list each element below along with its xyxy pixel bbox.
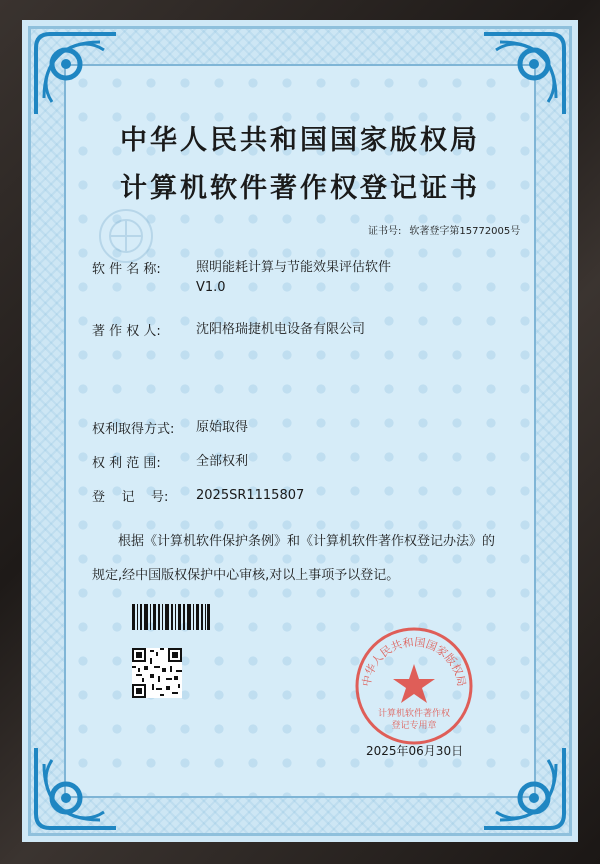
- field-rights-scope: [92, 452, 248, 472]
- field-label: 权 利 范 围:: [92, 456, 161, 471]
- corner-ornament-icon: [478, 28, 570, 120]
- corner-ornament-icon: [30, 742, 122, 834]
- field-label: 权利取得方式:: [92, 422, 175, 437]
- issuer-title: 中华人民共和国国家版权局: [120, 125, 480, 156]
- field-copyright-owner: [92, 320, 365, 340]
- issue-date: 2025年06月30日: [366, 744, 464, 758]
- field-value: 沈阳格瑞捷机电设备有限公司: [196, 322, 366, 337]
- field-software-name: [92, 258, 391, 298]
- statement-line-2: 规定,经中国版权保护中心审核,对以上事项予以登记。: [92, 568, 400, 583]
- barcode-icon: [132, 604, 210, 630]
- field-registration-number: [92, 486, 304, 506]
- field-acquisition-method: [92, 418, 248, 438]
- field-value: 照明能耗计算与节能效果评估软件: [196, 260, 392, 275]
- seal-inner-line-2: 登记专用章: [391, 721, 437, 731]
- statement-line-1: 根据《计算机软件保护条例》和《计算机软件著作权登记办法》的: [118, 534, 496, 549]
- seal-outer-text: 中华人民共和国国家版权局: [359, 635, 469, 688]
- field-label: 著 作 权 人:: [92, 324, 161, 339]
- corner-ornament-icon: [478, 742, 570, 834]
- seal-inner-line-1: 计算机软件著作权: [377, 709, 451, 719]
- emblem-watermark-icon: [96, 206, 156, 266]
- field-value: 原始取得: [196, 420, 249, 435]
- certificate-title: 计算机软件著作权登记证书: [120, 173, 480, 204]
- field-value: 全部权利: [196, 454, 249, 469]
- field-value: V1.0: [196, 280, 226, 295]
- certificate-number-label: 证书号:: [368, 226, 402, 237]
- field-label: 软 件 名 称:: [92, 262, 161, 277]
- certificate-number: [368, 222, 528, 237]
- field-value: 2025SR1115807: [196, 488, 305, 503]
- official-seal-icon: [352, 624, 476, 748]
- certificate-number-value: 软著登字第15772005号: [409, 226, 521, 237]
- qr-code-icon: [132, 648, 182, 698]
- corner-ornament-icon: [30, 28, 122, 120]
- field-label: 登 记 号:: [92, 490, 169, 505]
